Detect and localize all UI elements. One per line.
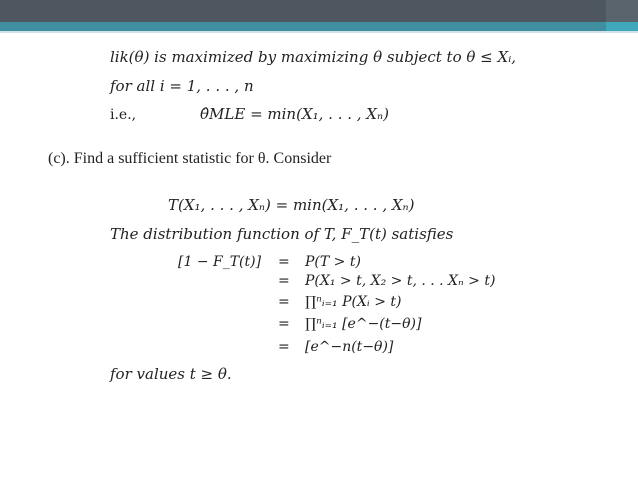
derivation-step: ∏ⁿᵢ₌₁ P(Xᵢ > t) [305, 294, 402, 310]
derivation-lhs: [1 − F_T(t)] [178, 254, 262, 270]
mle-estimator-expression: θ̂MLE = min(X₁, . . . , Xₙ) [200, 105, 389, 123]
equals-sign: = [278, 254, 290, 270]
equals-sign: = [278, 294, 290, 310]
distribution-sentence: The distribution function of T, F_T(t) satisfies [110, 225, 454, 243]
equals-sign: = [278, 316, 290, 332]
accent-bar-highlight [606, 22, 638, 31]
derivation-step: P(T > t) [305, 254, 361, 270]
mle-statement: lik(θ) is maximized by maximizing θ subject to θ ≤ Xᵢ, [110, 48, 516, 66]
derivation-step: P(X₁ > t, X₂ > t, . . . Xₙ > t) [305, 273, 496, 289]
derivation-step: ∏ⁿᵢ₌₁ [e^−(t−θ)] [305, 316, 422, 332]
ie-prefix: i.e., [110, 107, 137, 123]
header-bar [0, 0, 638, 22]
index-range-statement: for all i = 1, . . . , n [110, 77, 254, 95]
section-heading: (c). Find a sufficient statistic for θ. Consider [48, 150, 332, 167]
statistic-definition: T(X₁, . . . , Xₙ) = min(X₁, . . . , Xₙ) [168, 196, 415, 214]
closing-condition: for values t ≥ θ. [110, 365, 232, 383]
equals-sign: = [278, 339, 290, 355]
accent-underline [0, 31, 638, 33]
derivation-step: [e^−n(t−θ)] [305, 339, 394, 355]
equals-sign: = [278, 273, 290, 289]
accent-bar [0, 22, 638, 31]
header-corner-block [606, 0, 638, 22]
